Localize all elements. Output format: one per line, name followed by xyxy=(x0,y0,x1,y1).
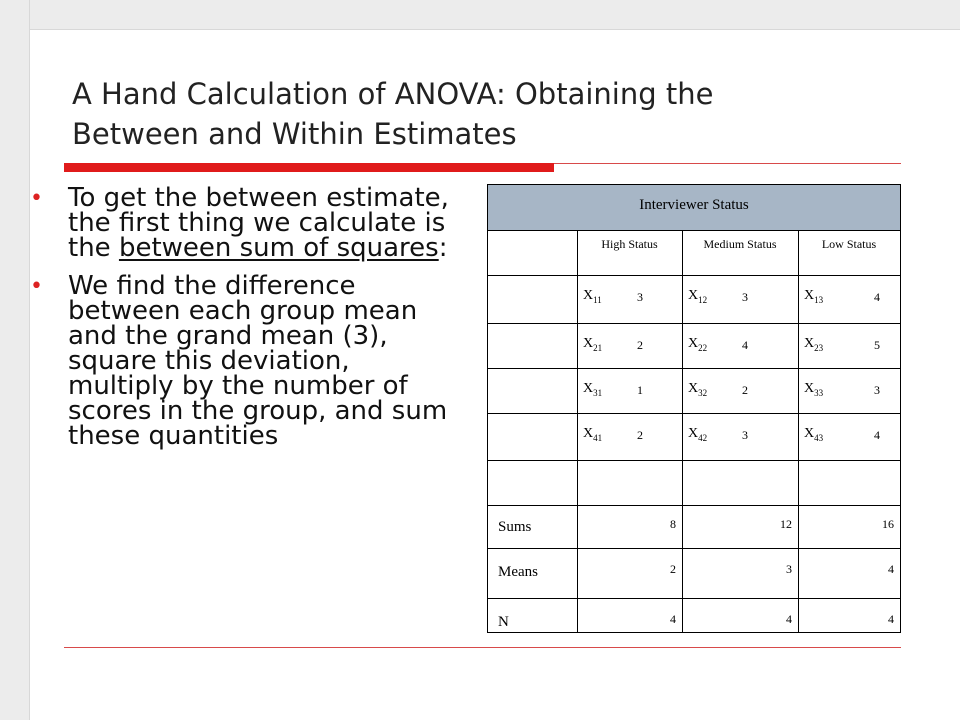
bullet-icon: • xyxy=(30,274,43,299)
cell-subscript: 23 xyxy=(814,342,824,353)
cell-subscript: 21 xyxy=(593,342,603,353)
cell-value: 3 xyxy=(874,383,880,397)
bullet-item xyxy=(28,183,458,263)
table-row-divider xyxy=(488,323,900,324)
cell-value: 3 xyxy=(742,428,748,442)
cell-label: $X_{41}$ xyxy=(583,426,603,443)
bullet-icon: • xyxy=(30,186,43,211)
table-column-divider xyxy=(577,230,578,633)
cell-label: $X_{13}$ xyxy=(804,288,824,305)
anova-data-table xyxy=(487,184,901,633)
table-row-divider xyxy=(488,598,900,599)
cell-value: 3 xyxy=(742,290,748,304)
title-accent-bar xyxy=(64,163,554,172)
cell-subscript: 12 xyxy=(698,294,708,305)
cell-value: 2 xyxy=(742,383,748,397)
slide-top-border xyxy=(0,0,960,30)
cell-label: $X_{31}$ xyxy=(583,381,603,398)
cell-label: $X_{22}$ xyxy=(688,336,708,353)
title-rule xyxy=(554,163,901,164)
cell-value: 4 xyxy=(874,428,880,442)
cell-value: 2 xyxy=(637,338,643,352)
summary-value: 12 xyxy=(780,517,792,531)
column-header: High Status xyxy=(601,237,658,251)
summary-value: 4 xyxy=(888,612,894,626)
summary-value: 4 xyxy=(888,562,894,576)
cell-label: $X_{32}$ xyxy=(688,381,708,398)
cell-label: $X_{11}$ xyxy=(583,288,602,305)
cell-label: $X_{33}$ xyxy=(804,381,824,398)
table-row-divider xyxy=(488,368,900,369)
column-header: Low Status xyxy=(821,237,877,251)
cell-label: $X_{42}$ xyxy=(688,426,708,443)
cell-subscript: 31 xyxy=(593,387,603,398)
summary-row-label: N xyxy=(498,614,509,630)
summary-row-label: Means xyxy=(498,564,538,580)
cell-subscript: 13 xyxy=(814,294,824,305)
summary-row-label: Sums xyxy=(498,519,532,535)
column-header: Medium Status xyxy=(703,237,777,251)
summary-value: 4 xyxy=(786,612,792,626)
cell-subscript: 41 xyxy=(593,432,603,443)
cell-label: $X_{23}$ xyxy=(804,336,824,353)
footer-rule xyxy=(64,647,901,648)
slide-left-border xyxy=(0,0,30,720)
table-header: Interviewer Status xyxy=(488,185,900,231)
table-column-divider xyxy=(798,230,799,633)
table-row-divider xyxy=(488,275,900,276)
summary-value: 2 xyxy=(670,562,676,576)
cell-label: $X_{43}$ xyxy=(804,426,824,443)
cell-value: 2 xyxy=(637,428,643,442)
cell-subscript: 33 xyxy=(814,387,824,398)
cell-value: 4 xyxy=(742,338,748,352)
bullet-1-text: To get the between estimate, the first thing we calculate is the xyxy=(68,183,449,263)
cell-subscript: 32 xyxy=(698,387,708,398)
cell-value: 1 xyxy=(637,383,643,397)
table-row-divider xyxy=(488,413,900,414)
bullet-1-underlined-term: between sum of squares xyxy=(118,233,439,263)
cell-label: $X_{12}$ xyxy=(688,288,708,305)
bullet-list xyxy=(28,183,458,462)
slide-title xyxy=(72,74,892,154)
cell-subscript: 11 xyxy=(593,294,602,305)
bullet-item xyxy=(28,271,458,451)
cell-subscript: 43 xyxy=(814,432,824,443)
table-row-divider xyxy=(488,460,900,461)
bullet-2-text: We find the difference between each group mean and the grand mean (3), square this deviation, multiply by the number of scores in the group, and sum these quantities xyxy=(68,271,448,451)
table-column-divider xyxy=(682,230,683,633)
cell-subscript: 22 xyxy=(698,342,708,353)
cell-value: 5 xyxy=(874,338,880,352)
summary-value: 8 xyxy=(670,517,676,531)
title-line-2: Between and Within Estimates xyxy=(72,117,517,151)
title-line-1: A Hand Calculation of ANOVA: Obtaining the xyxy=(72,77,714,111)
cell-value: 3 xyxy=(637,290,643,304)
summary-value: 16 xyxy=(882,517,894,531)
summary-value: 4 xyxy=(670,612,676,626)
cell-label: $X_{21}$ xyxy=(583,336,603,353)
summary-value: 3 xyxy=(786,562,792,576)
bullet-1-colon: : xyxy=(438,233,448,263)
cell-value: 4 xyxy=(874,290,880,304)
table-row-divider xyxy=(488,548,900,549)
table-row-divider xyxy=(488,505,900,506)
cell-subscript: 42 xyxy=(698,432,708,443)
